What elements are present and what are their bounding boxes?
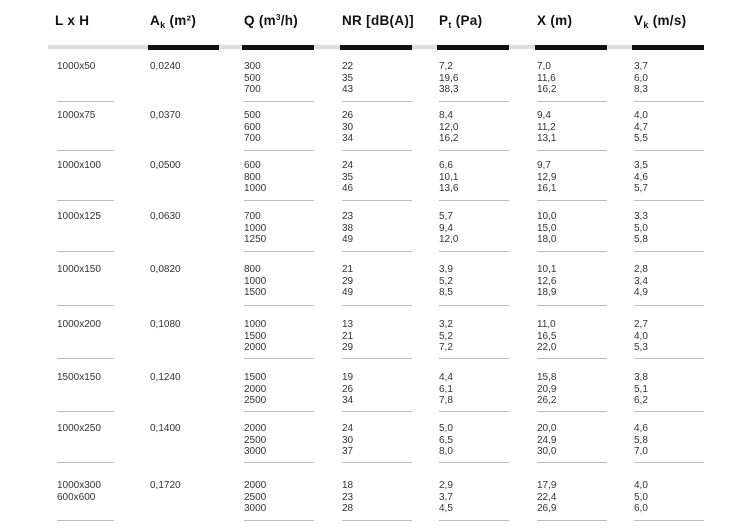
- row-separator: [634, 251, 704, 252]
- header-gray-rule: [48, 45, 148, 49]
- row-separator: [244, 358, 314, 359]
- cell-vk: 3,5 4,6 5,7: [634, 160, 648, 194]
- cell-size: 1000x200: [57, 319, 101, 330]
- row-separator: [634, 200, 704, 201]
- row-separator: [634, 101, 704, 102]
- header-gray-rule: [607, 45, 632, 49]
- cell-vk: 4,0 4,7 5,5: [634, 110, 648, 144]
- cell-ak: 0,0370: [150, 110, 181, 121]
- row-separator: [537, 251, 607, 252]
- row-separator: [634, 358, 704, 359]
- header-ak: [150, 13, 196, 35]
- row-separator: [439, 200, 509, 201]
- row-separator: [57, 200, 114, 201]
- row-separator: [634, 520, 704, 521]
- header-vk-unit: (m/s): [652, 13, 687, 28]
- row-separator: [537, 462, 607, 463]
- cell-pt: 4,4 6,1 7,8: [439, 372, 453, 406]
- cell-pt: 5,0 6,5 8,0: [439, 423, 453, 457]
- header-rule-q: [242, 45, 314, 50]
- row-separator: [57, 101, 114, 102]
- header-ak-sub: k: [160, 20, 166, 30]
- cell-x: 20,0 24,9 30,0: [537, 423, 557, 457]
- cell-vk: 4,6 5,8 7,0: [634, 423, 648, 457]
- header-gray-rule: [509, 45, 535, 49]
- cell-q: 1500 2000 2500: [244, 372, 267, 406]
- row-separator: [342, 411, 412, 412]
- header-vk-sub: k: [643, 20, 649, 30]
- row-separator: [537, 200, 607, 201]
- cell-size: 1000x50: [57, 61, 96, 72]
- cell-size: 1000x300 600x600: [57, 480, 101, 503]
- cell-pt: 5,7 9,4 12,0: [439, 211, 459, 245]
- cell-x: 15,8 20,9 26,2: [537, 372, 557, 406]
- cell-nr: 19 26 34: [342, 372, 354, 406]
- cell-nr: 21 29 49: [342, 264, 354, 298]
- cell-pt: 3,9 5,2 8,5: [439, 264, 453, 298]
- cell-ak: 0,1720: [150, 480, 181, 491]
- cell-q: 1000 1500 2000: [244, 319, 267, 353]
- row-separator: [57, 251, 114, 252]
- header-vk-main: V: [634, 13, 644, 28]
- cell-ak: 0,0240: [150, 61, 181, 72]
- header-ak-unit: (m²): [169, 13, 197, 28]
- row-separator: [244, 305, 314, 306]
- header-q: [244, 13, 298, 35]
- row-separator: [537, 150, 607, 151]
- header-rule-vk: [632, 45, 704, 50]
- row-separator: [634, 411, 704, 412]
- cell-ak: 0,0820: [150, 264, 181, 275]
- cell-ak: 0,1400: [150, 423, 181, 434]
- header-gray-rule: [412, 45, 437, 49]
- header-rule-ak: [148, 45, 219, 50]
- cell-q: 2000 2500 3000: [244, 480, 267, 514]
- header-q-unit: /h): [280, 13, 299, 28]
- cell-x: 17,9 22,4 26,9: [537, 480, 557, 514]
- row-separator: [439, 150, 509, 151]
- cell-x: 10,1 12,6 18,9: [537, 264, 557, 298]
- cell-size: 1000x250: [57, 423, 101, 434]
- row-separator: [244, 411, 314, 412]
- row-separator: [244, 101, 314, 102]
- row-separator: [537, 305, 607, 306]
- header-rule-pt: [437, 45, 509, 50]
- row-separator: [537, 411, 607, 412]
- row-separator: [439, 251, 509, 252]
- row-separator: [342, 101, 412, 102]
- row-separator: [439, 520, 509, 521]
- header-gray-rule: [219, 45, 242, 49]
- cell-nr: 13 21 29: [342, 319, 354, 353]
- cell-nr: 18 23 28: [342, 480, 354, 514]
- cell-pt: 8,4 12,0 16,2: [439, 110, 459, 144]
- cell-size: 1500x150: [57, 372, 101, 383]
- cell-vk: 3,8 5,1 6,2: [634, 372, 648, 406]
- cell-x: 11,0 16,5 22,0: [537, 319, 557, 353]
- row-separator: [439, 411, 509, 412]
- cell-q: 700 1000 1250: [244, 211, 267, 245]
- row-separator: [439, 462, 509, 463]
- row-separator: [57, 411, 114, 412]
- row-separator: [439, 305, 509, 306]
- row-separator: [439, 358, 509, 359]
- row-separator: [342, 520, 412, 521]
- row-separator: [342, 150, 412, 151]
- cell-vk: 3,3 5,0 5,8: [634, 211, 648, 245]
- row-separator: [537, 520, 607, 521]
- row-separator: [634, 305, 704, 306]
- row-separator: [634, 150, 704, 151]
- header-lxh: L x H: [55, 13, 90, 28]
- row-separator: [342, 305, 412, 306]
- cell-x: 10,0 15,0 18,0: [537, 211, 557, 245]
- row-separator: [244, 150, 314, 151]
- cell-ak: 0,1080: [150, 319, 181, 330]
- cell-ak: 0,1240: [150, 372, 181, 383]
- cell-x: 9,7 12,9 16,1: [537, 160, 557, 194]
- header-pt: [439, 13, 482, 35]
- cell-ak: 0,0500: [150, 160, 181, 171]
- header-gray-rule: [314, 45, 340, 49]
- cell-size: 1000x125: [57, 211, 101, 222]
- row-separator: [537, 101, 607, 102]
- row-separator: [244, 251, 314, 252]
- cell-q: 600 800 1000: [244, 160, 267, 194]
- cell-nr: 24 35 46: [342, 160, 354, 194]
- header-rule-nr: [340, 45, 412, 50]
- cell-x: 9,4 11,2 13,1: [537, 110, 557, 144]
- header-rule-x: [535, 45, 607, 50]
- cell-ak: 0,0630: [150, 211, 181, 222]
- cell-pt: 7,2 19,6 38,3: [439, 61, 459, 95]
- cell-q: 300 500 700: [244, 61, 261, 95]
- row-separator: [57, 462, 114, 463]
- row-separator: [342, 358, 412, 359]
- cell-size: 1000x150: [57, 264, 101, 275]
- header-pt-sub: t: [448, 20, 452, 30]
- cell-pt: 6,6 10,1 13,6: [439, 160, 459, 194]
- header-q-sup: 3: [275, 13, 281, 22]
- cell-vk: 4,0 5,0 6,0: [634, 480, 648, 514]
- header-vk: [634, 13, 686, 35]
- cell-nr: 24 30 37: [342, 423, 354, 457]
- row-separator: [244, 200, 314, 201]
- header-ak-main: A: [150, 13, 161, 28]
- cell-size: 1000x75: [57, 110, 96, 121]
- row-separator: [342, 251, 412, 252]
- cell-x: 7,0 11,6 16,2: [537, 61, 557, 95]
- header-nr: NR [dB(A)]: [342, 13, 414, 28]
- cell-vk: 2,8 3,4 4,9: [634, 264, 648, 298]
- cell-nr: 26 30 34: [342, 110, 354, 144]
- row-separator: [244, 462, 314, 463]
- cell-q: 2000 2500 3000: [244, 423, 267, 457]
- row-separator: [57, 520, 114, 521]
- row-separator: [634, 462, 704, 463]
- row-separator: [342, 462, 412, 463]
- cell-pt: 3,2 5,2 7,2: [439, 319, 453, 353]
- row-separator: [57, 358, 114, 359]
- cell-size: 1000x100: [57, 160, 101, 171]
- row-separator: [57, 305, 114, 306]
- row-separator: [537, 358, 607, 359]
- row-separator: [342, 200, 412, 201]
- cell-nr: 23 38 49: [342, 211, 354, 245]
- header-pt-unit: (Pa): [455, 13, 483, 28]
- cell-vk: 3,7 6,0 8,3: [634, 61, 648, 95]
- header-pt-main: P: [439, 13, 449, 28]
- row-separator: [244, 520, 314, 521]
- cell-q: 800 1000 1500: [244, 264, 267, 298]
- row-separator: [57, 150, 114, 151]
- cell-nr: 22 35 43: [342, 61, 354, 95]
- cell-vk: 2,7 4,0 5,3: [634, 319, 648, 353]
- header-x: X (m): [537, 13, 573, 28]
- cell-pt: 2,9 3,7 4,5: [439, 480, 453, 514]
- header-q-main: Q (m: [244, 13, 276, 28]
- cell-q: 500 600 700: [244, 110, 261, 144]
- row-separator: [439, 101, 509, 102]
